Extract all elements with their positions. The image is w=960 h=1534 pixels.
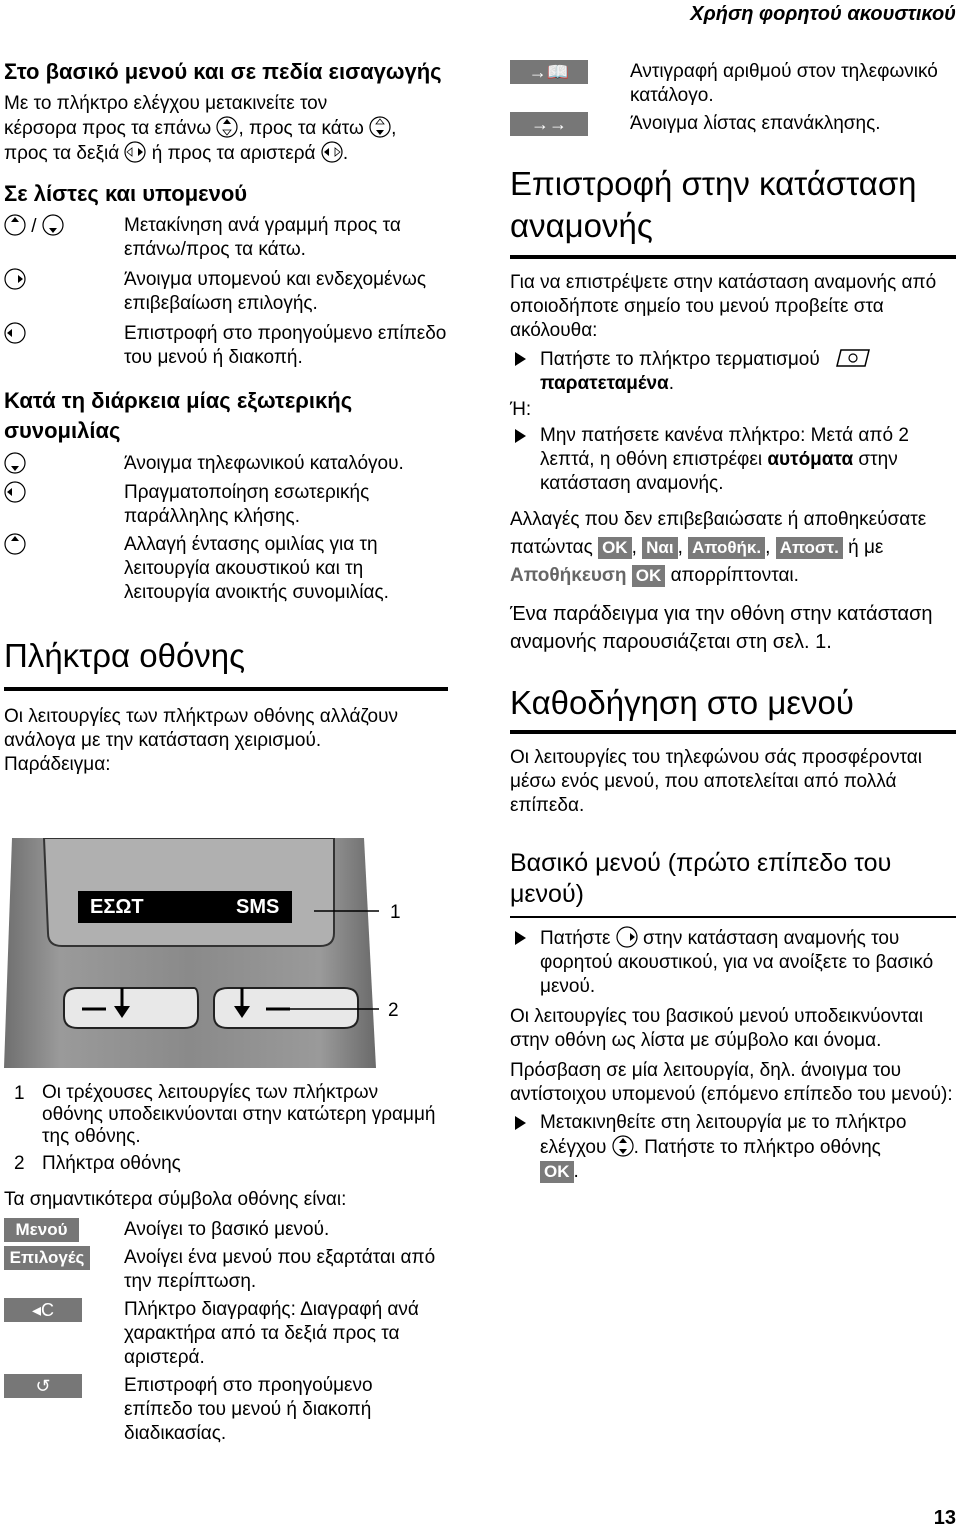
figure-legend-item: 1 Οι τρέχουσες λειτουργίες των πλήκτρων οθόνης υποδεικνύονται στην κατώτερη γραμμή της οθόνης. — [14, 1082, 436, 1147]
list-item: / Μετακίνηση ανά γραμμή προς τα επάνω/προς τα κάτω. — [4, 214, 452, 262]
paragraph-access-function: Πρόσβαση σε μία λειτουργία, δηλ. άνοιγμα του αντίστοιχου υπομενού (επόμενο επίπεδο του μενού): — [510, 1060, 953, 1105]
paragraph-unsaved-changes: Αλλαγές που δεν επιβεβαιώσατε ή αποθηκεύσατε πατώντας OK , Ναι , Αποθήκ. , Αποστ. ή με Αποθήκευση OK απορρίπτονται. — [510, 509, 927, 586]
ok-softkey: OK — [632, 565, 666, 587]
list-item: Πραγματοποίηση εσωτερικής παράλληλης κλήσης. — [4, 481, 452, 529]
store-label: Αποθήκευση — [510, 565, 627, 586]
symbol-row: Μενού Ανοίγει το βασικό μενού. — [4, 1218, 444, 1242]
heading-main-menu-fields: Στο βασικό μενού και σε πεδία εισαγωγής — [4, 59, 442, 84]
nav-down-icon — [369, 116, 391, 138]
figure-legend-item: 2 Πλήκτρα οθόνης — [14, 1153, 181, 1174]
symbol-row: →→ Άνοιγμα λίστας επανάκλησης. — [510, 112, 956, 137]
nav-up-icon — [4, 533, 26, 555]
copy-to-directory-icon: →📖 — [510, 60, 588, 84]
ok-softkey: OK — [598, 537, 632, 559]
send-softkey: Αποστ. — [776, 537, 843, 559]
menu-softkey-icon: Μενού — [4, 1218, 79, 1242]
list-item: Άνοιγμα τηλεφωνικού καταλόγου. — [4, 452, 452, 477]
nav-left-icon — [4, 481, 26, 503]
nav-left-icon — [4, 322, 26, 344]
options-softkey-icon: Επιλογές — [4, 1246, 90, 1270]
heading-lists: Σε λίστες και υπομενού — [4, 181, 248, 206]
symbol-row: ◂C Πλήκτρο διαγραφής: Διαγραφή ανά χαρακτήρα από τα δεξιά προς τα αριστερά. — [4, 1298, 444, 1370]
running-header: Χρήση φορητού ακουστικού — [690, 3, 956, 25]
bullet-navigate: Μετακινηθείτε στη λειτουργία με το πλήκτρο ελέγχου . Πατήστε το πλήκτρο οθόνης OK . — [510, 1111, 956, 1184]
section-rule — [510, 255, 956, 259]
nav-right-icon — [124, 141, 146, 163]
paragraph-main-menu-list: Οι λειτουργίες του βασικού μενού υποδεικνύονται στην οθόνη ως λίστα με σύμβολο και όνομα. — [510, 1006, 924, 1051]
page-number: 13 — [933, 1507, 956, 1529]
heading-return-idle: Επιστροφή στην κατάσταση αναμονής — [510, 165, 917, 244]
callout-2: 2 — [388, 1000, 399, 1021]
heading-menu-guidance: Καθοδήγηση στο μενού — [510, 684, 854, 721]
redial-list-icon: →→ — [510, 112, 588, 136]
section-rule-thin — [510, 916, 956, 918]
nav-down-icon — [4, 452, 26, 474]
paragraph-return-idle: Για να επιστρέψετε στην κατάσταση αναμονής από οποιοδήποτε σημείο του μενού προβείτε στα ακόλουθα: — [510, 272, 937, 341]
paragraph-menu: Οι λειτουργίες του τηλεφώνου σάς προσφέρονται μέσω ενός μενού, που αποτελείται από πολλά επίπεδα. — [510, 747, 922, 816]
or-label: Ή: — [510, 399, 532, 420]
symbol-row: →📖 Αντιγραφή αριθμού στον τηλεφωνικό κατάλογο. — [510, 60, 956, 108]
back-softkey-icon: ↺ — [4, 1374, 82, 1398]
nav-right-icon — [616, 926, 638, 948]
list-item: Άνοιγμα υπομενού και ενδεχομένως επιβεβαίωση επιλογής. — [4, 268, 452, 316]
delete-softkey-icon: ◂C — [4, 1298, 82, 1322]
bullet-open-main-menu: Πατήστε στην κατάσταση αναμονής του φορητού ακουστικού, για να ανοίξετε το βασικό μενού. — [510, 926, 956, 999]
callout-1: 1 — [390, 902, 401, 923]
screen-softkey-right: SMS — [236, 896, 280, 918]
heading-main-menu: Βασικό μενού (πρώτο επίπεδο του μενού) — [510, 849, 892, 908]
section-rule — [4, 687, 448, 691]
heading-external-call: Κατά τη διάρκεια μίας εξωτερικής συνομιλίας — [4, 388, 353, 443]
screen-softkey-left: ΕΣΩΤ — [90, 896, 144, 918]
save-softkey: Αποθήκ. — [688, 537, 765, 559]
paragraph-soft-keys: Οι λειτουργίες των πλήκτρων οθόνης αλλάζουν ανάλογα με την κατάσταση χειρισμού. Παράδειγμα: — [4, 706, 398, 775]
heading-soft-keys: Πλήκτρα οθόνης — [4, 637, 246, 674]
nav-left-icon — [321, 141, 343, 163]
list-item: Αλλαγή έντασης ομιλίας για τη λειτουργία ακουστικού και τη λειτουργία ανοικτής συνομιλίας. — [4, 533, 452, 605]
section-rule — [510, 730, 956, 734]
symbol-row: Επιλογές Ανοίγει ένα μενού που εξαρτάται από την περίπτωση. — [4, 1246, 444, 1294]
ok-softkey: OK — [540, 1161, 574, 1183]
nav-down-icon — [42, 214, 64, 236]
nav-right-icon — [4, 268, 26, 290]
end-call-key-icon — [833, 347, 873, 369]
phone-figure — [4, 838, 444, 1068]
paragraph-cursor: Με το πλήκτρο ελέγχου μετακινείτε τον κέρσορα προς τα επάνω , προς τα κάτω , προς τα δεξιά ή προς τα αριστερά . — [4, 93, 397, 164]
bullet-no-key: Μην πατήσετε κανένα πλήκτρο: Μετά από 2 λεπτά, η οθόνη επιστρέφει αυτόματα στην κατάσταση αναμονής. — [510, 424, 956, 496]
nav-up-down-icon — [612, 1135, 634, 1157]
bullet-end-key: Πατήστε το πλήκτρο τερματισμού παρατεταμένα. — [510, 347, 956, 396]
yes-softkey: Ναι — [642, 537, 677, 559]
list-item: Επιστροφή στο προηγούμενο επίπεδο του μενού ή διακοπή. — [4, 322, 452, 370]
nav-up-icon — [216, 116, 238, 138]
paragraph-symbols: Τα σημαντικότερα σύμβολα οθόνης είναι: — [4, 1189, 347, 1210]
paragraph-idle-example: Ένα παράδειγμα για την οθόνη στην κατάσταση αναμονής παρουσιάζεται στη σελ. 1. — [510, 603, 933, 653]
symbol-row: ↺ Επιστροφή στο προηγούμενο επίπεδο του μενού ή διακοπή διαδικασίας. — [4, 1374, 444, 1446]
nav-up-icon — [4, 214, 26, 236]
